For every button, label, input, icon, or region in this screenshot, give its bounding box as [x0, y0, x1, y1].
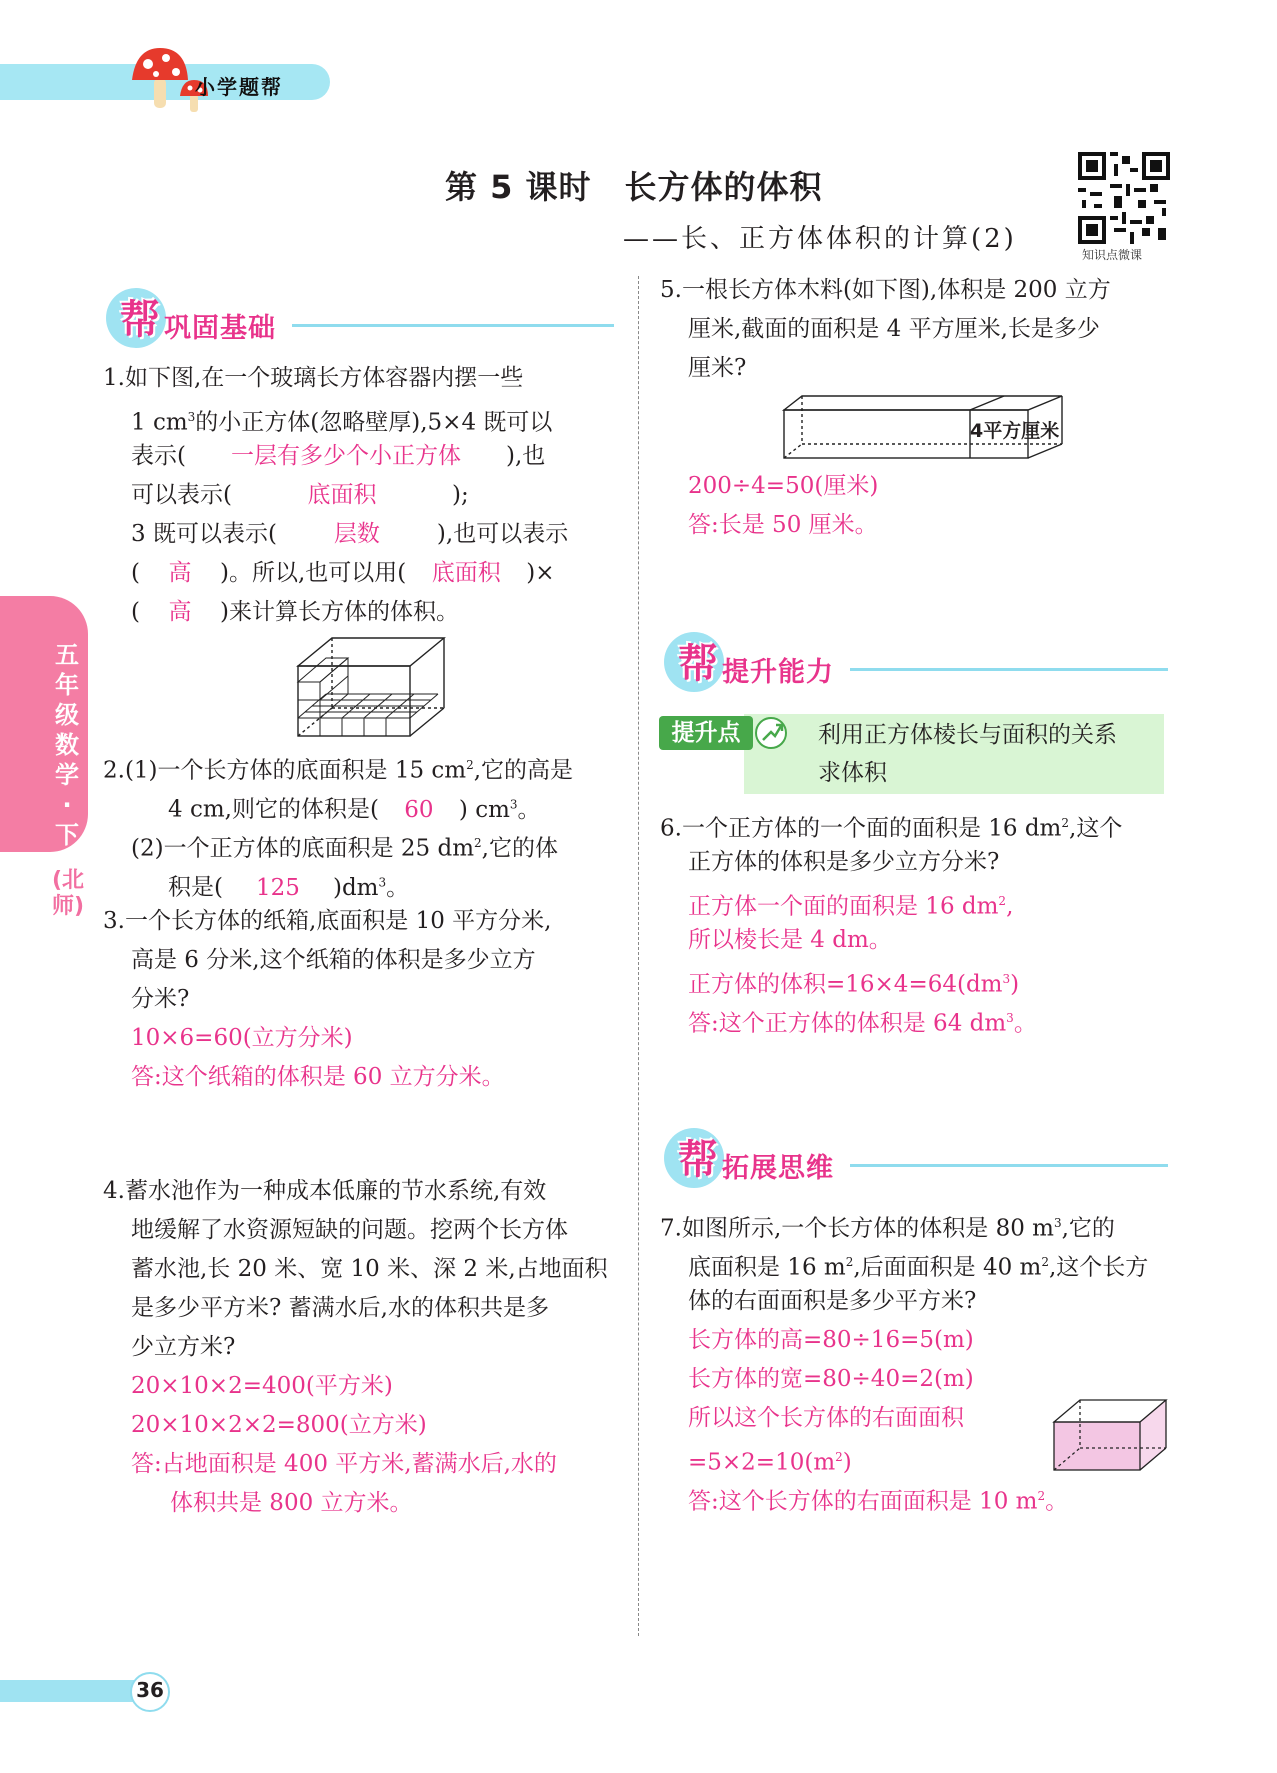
- bang-icon: 帮: [120, 297, 160, 343]
- q7-answer-3: 所以这个长方体的右面面积: [688, 1405, 964, 1431]
- q3-line-1: 3.一个长方体的纸箱,底面积是 10 平方分米,: [103, 908, 552, 934]
- q4-line-2: 地缓解了水资源短缺的问题。挖两个长方体: [131, 1217, 568, 1243]
- q1-text: )。所以,也可以用(: [219, 560, 407, 586]
- q7-line-1: 7.如图所示,一个长方体的体积是 80 $m^3$,它的: [660, 1215, 1115, 1242]
- section-title: 提升能力: [722, 657, 834, 688]
- q7-answer-1: 长方体的高=80÷16=5(m): [688, 1327, 974, 1353]
- q1-text: 表示(: [131, 443, 186, 469]
- tip-badge: 提升点: [659, 716, 753, 750]
- section-header-extend: [664, 1124, 1169, 1194]
- q1-text: )×: [526, 560, 555, 586]
- column-divider: [638, 276, 639, 1636]
- q4-answer-4: 体积共是 800 立方米。: [170, 1490, 413, 1516]
- lesson-title: 第 5 课时 长方体的体积: [445, 168, 823, 206]
- q4-answer-2: 20×10×2×2=800(立方米): [131, 1412, 427, 1438]
- glass-box-figure: [296, 636, 446, 738]
- bang-icon: 帮: [678, 641, 718, 687]
- q7-line-3: 体的右面面积是多少平方米?: [688, 1288, 977, 1314]
- q2-line-3: (2)一个正方体的底面积是 25 $dm^2$,它的体: [131, 835, 558, 862]
- q1-text: 3 既可以表示(: [131, 521, 277, 547]
- q7-line-2: 底面积是 16 $m^2$,后面面积是 40 $m^2$,这个长方: [688, 1254, 1149, 1281]
- q6-answer-4: 答:这个正方体的体积是 64 $dm^3$。: [688, 1010, 1037, 1037]
- q1-text: );: [451, 482, 469, 508]
- q3-line-2: 高是 6 分米,这个纸箱的体积是多少立方: [131, 947, 536, 973]
- section-rule: [292, 324, 614, 327]
- q1-text: ),也: [505, 443, 546, 469]
- side-tab-grade: 五年级数学·下: [55, 641, 79, 849]
- q4-line-3: 蓄水池,长 20 米、宽 10 米、深 2 米,占地面积: [131, 1256, 608, 1282]
- page-number: 36: [136, 1678, 164, 1702]
- q2-text: )$dm^3$。: [332, 874, 410, 901]
- q1-text: )来计算长方体的体积。: [219, 599, 459, 625]
- q1-line-4: [131, 480, 469, 510]
- q5-answer-2: 答:长是 50 厘米。: [688, 512, 878, 538]
- q7-answer-4: $=5\times 2=10(m^2)$: [688, 1449, 852, 1476]
- section-rule: [850, 1164, 1168, 1167]
- section-title: 巩固基础: [164, 313, 276, 344]
- q3-answer-2: 答:这个纸箱的体积是 60 立方分米。: [131, 1064, 505, 1090]
- q6-line-1: 6.一个正方体的一个面的面积是 16 $dm^2$,这个: [660, 815, 1123, 842]
- q3-answer-1: 10×6=60(立方分米): [131, 1025, 353, 1051]
- q1-answer-2: 底面积: [307, 482, 377, 508]
- q5-line-2: 厘米,截面的面积是 4 平方厘米,长是多少: [688, 316, 1100, 342]
- q1-line-2: 1 $cm^3$的小正方体(忽略壁厚),5×4 既可以: [131, 409, 553, 436]
- q1-answer-4: 高: [168, 560, 192, 586]
- q1-line-3: [131, 441, 545, 471]
- q1-text: 可以表示(: [131, 482, 232, 508]
- q2-line-2: [168, 789, 541, 825]
- q7-answer-5: 答:这个长方体的右面面积是 10 $m^2$。: [688, 1488, 1069, 1515]
- q1-line-7: [131, 597, 459, 627]
- q1-answer-3: 层数: [333, 521, 380, 547]
- q5-line-3: 厘米?: [688, 355, 747, 381]
- q2-answer-1: 60: [404, 796, 434, 823]
- q4-line-5: 少立方米?: [131, 1334, 236, 1360]
- q5-line-1: 5.一根长方体木料(如下图),体积是 200 立方: [660, 277, 1111, 303]
- q1-line-1: 1.如下图,在一个玻璃长方体容器内摆一些: [103, 365, 524, 391]
- q1-answer-1: 一层有多少个小正方体: [230, 443, 461, 469]
- q1-answer-5: 底面积: [431, 560, 501, 586]
- q1-text: (: [131, 560, 140, 586]
- section-title: 拓展思维: [722, 1153, 834, 1184]
- q1-answer-6: 高: [168, 599, 192, 625]
- brand-name: 小学题帮: [195, 75, 283, 99]
- lesson-subtitle: ——长、正方体体积的计算(2): [623, 224, 1017, 254]
- qr-code-icon[interactable]: [1078, 152, 1170, 244]
- qr-caption: 知识点微课: [1082, 248, 1143, 262]
- q2-line-1: 2.(1)一个长方体的底面积是 15 $cm^2$,它的高是: [103, 757, 574, 784]
- q2-text: 4 cm,则它的体积是(: [168, 796, 379, 823]
- q6-answer-2: 所以棱长是 4 dm。: [688, 927, 892, 953]
- cuboid-right-face-figure: [1052, 1398, 1168, 1472]
- arrow-up-icon: [754, 716, 788, 750]
- q4-line-1: 4.蓄水池作为一种成本低廉的节水系统,有效: [103, 1178, 547, 1204]
- bang-icon: 帮: [678, 1137, 718, 1183]
- q4-answer-1: 20×10×2=400(平方米): [131, 1373, 393, 1399]
- q4-line-4: 是多少平方米? 蓄满水后,水的体积共是多: [131, 1295, 549, 1321]
- side-tab-edition: (北师): [52, 868, 85, 919]
- q3-line-3: 分米?: [131, 986, 190, 1012]
- q1-line-6: [131, 558, 555, 588]
- q4-answer-3: 答:占地面积是 400 平方米,蓄满水后,水的: [131, 1451, 557, 1477]
- q5-figure-label: 4平方厘米: [970, 420, 1060, 442]
- tip-line-1: 利用正方体棱长与面积的关系: [818, 722, 1117, 748]
- q5-answer-1: 200÷4=50(厘米): [688, 473, 879, 499]
- q2-answer-2: 125: [256, 874, 300, 901]
- q2-line-4: [168, 867, 409, 903]
- section-header-basics: [106, 284, 616, 354]
- q6-line-2: 正方体的体积是多少立方分米?: [688, 849, 1000, 875]
- q6-answer-3: 正方体的体积$=16\times 4=64(dm^3)$: [688, 971, 1020, 998]
- section-rule: [850, 668, 1168, 671]
- q7-answer-2: 长方体的宽=80÷40=2(m): [688, 1366, 974, 1392]
- q1-line-5: [131, 519, 568, 549]
- q1-text: (: [131, 599, 140, 625]
- q6-answer-1: 正方体一个面的面积是 16 $dm^2$,: [688, 893, 1014, 920]
- q1-text: ),也可以表示: [436, 521, 569, 547]
- tip-line-2: 求体积: [818, 760, 887, 786]
- q2-text: ) $cm^3$。: [458, 796, 541, 823]
- section-header-improve: [664, 628, 1169, 698]
- q2-text: 积是(: [168, 874, 223, 901]
